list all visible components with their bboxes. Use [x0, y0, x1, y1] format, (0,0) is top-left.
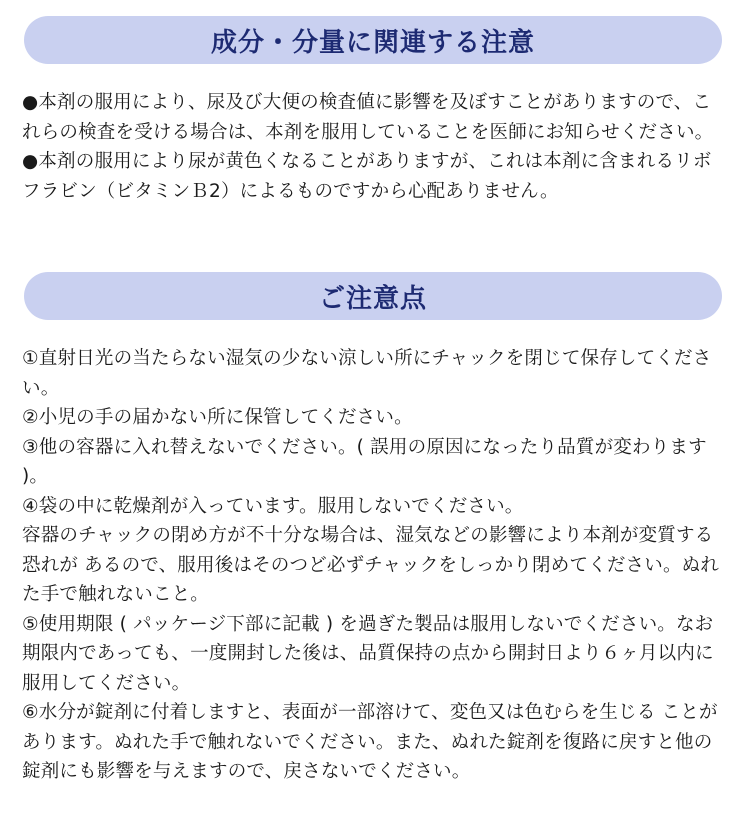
note-paragraph: ●本剤の服用により尿が黄色くなることがありますが、これは本剤に含まれるリボフラビン（ビタミンＢ2）によるものですから心配ありません。	[22, 151, 712, 202]
precaution-item: 容器のチャックの閉め方が不十分な場合は、湿気などの影響により本剤が変質する恐れが あるので、服用後はそのつど必ずチャックをしっかり閉めてください。ぬれた手で触れないこと。	[22, 525, 720, 605]
note-paragraph: ●本剤の服用により、尿及び大便の検査値に影響を及ぼすことがありますので、これらの検査を受ける場合は、本剤を服用していることを医師にお知らせください。	[22, 92, 714, 143]
precaution-item: ②小児の手の届かない所に保管してください。	[22, 407, 413, 428]
section-title: 成分・分量に関連する注意	[210, 27, 535, 58]
section-header-ingredients	[24, 16, 722, 64]
ingredients-notes	[22, 88, 728, 206]
section-title: ご注意点	[318, 283, 427, 314]
precaution-item: ③他の容器に入れ替えないでください。( 誤用の原因になったり品質が変わります )。	[22, 436, 707, 487]
precautions-list	[22, 344, 728, 787]
precaution-item: ①直射日光の当たらない湿気の少ない涼しい所にチャックを閉じて保存してください。	[22, 348, 712, 399]
precaution-item: ⑥水分が錠剤に付着しますと、表面が一部溶けて、変色又は色むらを生じる ことがあります。ぬれた手で触れないでください。また、ぬれた錠剤を復路に戻すと他の錠剤にも影響を与えますので、戻さないでください。	[22, 702, 718, 782]
precaution-item: ④袋の中に乾燥剤が入っています。服用しないでください。	[22, 495, 524, 517]
precaution-item: ⑤使用期限 ( パッケージ下部に記載 ) を過ぎた製品は服用しないでください。なお期限内であっても、一度開封した後は、品質保持の点から開封日より６ヶ月以内に服用してください。	[22, 613, 714, 694]
section-header-precautions	[24, 272, 722, 320]
